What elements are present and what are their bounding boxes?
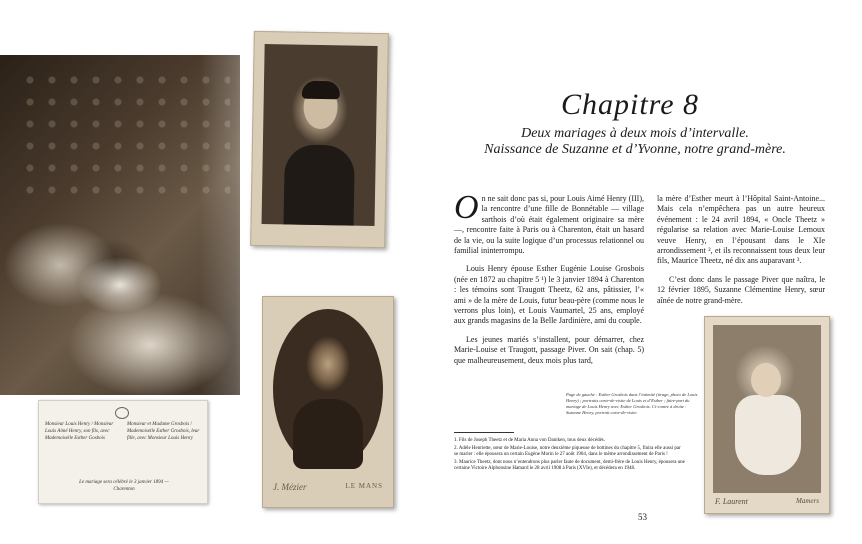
paragraph-4: la mère d’Esther meurt à l’Hôpital Saint-Antoine... Mais cela n’empêchera pas un autre heureux événement : le 24 avril 1894, « Oncle Theetz » régularise sa relation avec Marie-Louise Lemoux veuve Henry, en l’épousant dans le XIe arrondissement ², et ils reconnaissent tous deux leur fils, Maurice Theetz, né dix ans auparavant ³. <box>657 194 825 266</box>
footnote-2: 2. Adèle Henriette, sœur de Marie-Louise, notre deuxième piqueuse de bottines du chapitre 5, finira elle aussi par se marier : elle épousera un certain Eugène Morin le 27 août 1904, dans le même arrondissement de Paris ! <box>454 445 681 458</box>
woman-portrait-card <box>262 296 394 508</box>
chapter-title: Chapitre 8 <box>560 88 700 121</box>
paragraph-1-text: n ne sait donc pas si, pour Louis Aimé Henry (III), la rencontre d’une fille de Bonnétable — village sarthois d’où était également originaire sa mère —, rencontre faite à Paris ou à Charenton, était un hasard de la vie, ou la suite logique d’un processus relationnel ou familial ininterrompu. <box>454 194 644 256</box>
man-hair <box>302 81 340 100</box>
paragraph-2: Louis Henry épouse Esther Eugénie Louise Grosbois (née en 1872 au chapitre 5 ¹) le 3 janvier 1894 à Charenton : les témoins sont Traugott Theetz, 62 ans, pâtissier, l’« ami » de la mère de Louis, futur beau-père (comme nous le verrons plus loin), et Louis Vaumartel, 25 ans, employé aux grands magasins de la Belle Jardinière, ami du couple. <box>454 264 644 326</box>
wedding-invitation <box>38 400 208 504</box>
man-portrait-photo <box>262 44 378 226</box>
invitation-left-text: Monsieur Louis Henry / Monsieur Louis Aimé Henry, son fils, avec Mademoiselle Esther Gosbois <box>45 422 114 441</box>
baby-card-city: Mamers <box>796 497 819 505</box>
chapter-subtitle <box>440 126 830 158</box>
subtitle-line-1: Deux mariages à deux mois d’intervalle. <box>521 126 749 141</box>
baby-portrait-photo <box>713 325 821 493</box>
paragraph-5: C’est donc dans le passage Piver que naîtra, le 12 février 1895, Suzanne Clémentine Henry, sœur aînée de notre grand-mère. <box>657 274 825 305</box>
footnotes <box>454 438 686 474</box>
footnote-divider <box>454 432 514 433</box>
invitation-footer: Le mariage sera célébré le 3 janvier 1894 — Charenton <box>79 480 169 492</box>
dropcap: O <box>454 189 479 226</box>
photo-caption: Page de gauche : Esther Grosbois dans l’intimité (tirage, photo de Louis Henry) ; portraits carte-de-visite de Louis et d’Esther ; faire-part du mariage de Louis Henry avec Esther Grosbois. Ci-contre à droite : Suzanne Henry, portrait carte-de-visite. <box>566 392 698 415</box>
paragraph-1 <box>454 189 644 256</box>
text-column-right <box>657 194 825 314</box>
invitation-crest-icon <box>115 407 129 419</box>
baby-head <box>751 363 781 397</box>
woman-card-city: LE MANS <box>345 482 383 490</box>
footnote-1: 1. Fils de Joseph Theetz et de Maria Anna von Daniken, tous deux décédés. <box>454 438 605 443</box>
man-suit <box>284 144 355 225</box>
subtitle-line-2: Naissance de Suzanne et d’Yvonne, notre grand-mère. <box>484 142 786 157</box>
baby-portrait-card <box>704 316 830 514</box>
paragraph-3: Les jeunes mariés s’installent, pour démarrer, chez Marie-Louise et Traugott, passage Piver. On sait (chap. 5) que malheureusement, deux mois plus tard, <box>454 334 644 365</box>
text-column-left <box>454 189 644 374</box>
page-number: 53 <box>638 512 647 522</box>
man-portrait-card <box>250 31 389 248</box>
baby-card-studio: F. Laurent <box>715 497 748 506</box>
woman-card-studio: J. Mézier <box>273 482 307 492</box>
woman-portrait-photo <box>273 309 383 469</box>
baby-dress <box>735 395 801 475</box>
woman-dress <box>293 399 363 469</box>
invitation-right-text: Monsieur et Madame Grosbois / Mademoiselle Esther Grosbois, leur fille, avec Monsieur Louis Henry <box>127 422 200 441</box>
footnote-3: 3. Maurice Theetz, dont nous n’entendrons plus parler faute de document, demi-frère de Louis Henry, épousera une certaine Victoire Alphonsine Hamard le 28 avril 1908 à Paris (XVIe), et décédera en 1948. <box>454 459 685 472</box>
sofa-pattern <box>20 70 230 200</box>
